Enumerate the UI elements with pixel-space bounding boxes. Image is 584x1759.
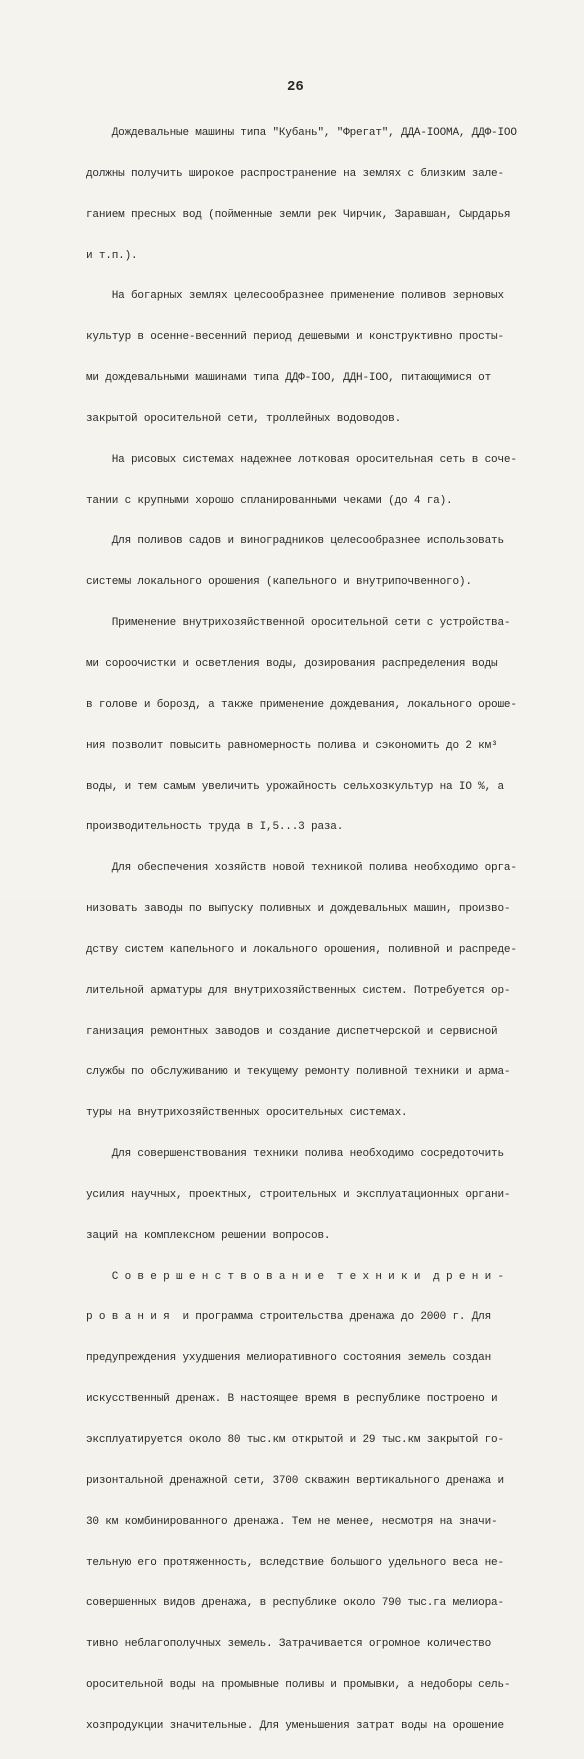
text-line: С о в е р ш е н с т в о в а н и е т е х н и к и д р е н и - (86, 1270, 504, 1283)
text-line: эксплуатируется около 80 тыс.км открытой и 29 тыс.км закрытой го- (86, 1434, 504, 1446)
text-line: хозпродукции значительные. Для уменьшения затрат воды на орошение (86, 1719, 504, 1732)
text-line: службы по обслуживанию и текущему ремонту поливной техники и арма- (86, 1066, 511, 1079)
text-line: ганием пресных вод (пойменные земли рек Чирчик, Заравшан, Сырдарья (86, 208, 511, 221)
body-text (86, 101, 536, 1759)
text-line: ми сороочистки и осветления воды, дозирования распределения воды (86, 657, 498, 670)
text-line: Для обеспечения хозяйств новой техникой полива необходимо орга- (86, 862, 517, 875)
text-line: тельную его протяженность, вследствие большого удельного веса не- (86, 1556, 504, 1569)
text-line: Применение внутрихозяйственной оросительной сети с устройства- (86, 617, 511, 630)
text-line: низовать заводы по выпуску поливных и дождевальных машин, произво- (86, 903, 511, 916)
text-line: заций на комплексном решении вопросов. (86, 1229, 331, 1242)
text-line: тивно неблагополучных земель. Затрачивается огромное количество (86, 1638, 492, 1651)
text-line: и т.п.). (86, 249, 138, 262)
text-line: дству систем капельного и локального орошения, поливной и распреде- (86, 943, 517, 956)
text-line: На рисовых системах надежнее лотковая оросительная сеть в соче- (86, 453, 517, 466)
text-line: ризонтальной дренажной сети, 3700 скважин вертикального дренажа и (86, 1474, 504, 1487)
text-line: лительной арматуры для внутрихозяйственных систем. Потребуется ор- (86, 984, 511, 997)
text-line: оросительной воды на промывные поливы и промывки, а недоборы сель- (86, 1679, 511, 1692)
text-line: туры на внутрихозяйственных оросительных системах. (86, 1107, 408, 1120)
text-line: тании с крупными хорошо спланированными чеками (до 4 га). (86, 494, 453, 507)
text-line: закрытой оросительной сети, троллейных водоводов. (86, 412, 402, 425)
text-line: производительность труда в I,5...3 раза. (86, 821, 344, 834)
text-line: искусственный дренаж. В настоящее время в республике построено и (86, 1393, 498, 1406)
text-line: 30 км комбинированного дренажа. Тем не менее, несмотря на значи- (86, 1515, 498, 1528)
text-line: совершенных видов дренажа, в республике около 790 тыс.га мелиора- (86, 1597, 504, 1610)
text-line: р о в а н и я и программа строительства дренажа до 2000 г. Для (86, 1311, 492, 1324)
text-line: Для совершенствования техники полива необходимо сосредоточить (86, 1148, 504, 1161)
text-line: культур в осенне-весенний период дешевыми и конструктивно просты- (86, 331, 504, 344)
text-line: ми дождевальными машинами типа ДДФ-IОО, ДДН-IОО, питающимися от (86, 372, 492, 385)
text-line: ния позволит повысить равномерность полива и сэкономить до 2 км³ (86, 739, 498, 752)
page-number: 26 (287, 79, 304, 95)
text-line: усилия научных, проектных, строительных и эксплуатационных органи- (86, 1188, 511, 1201)
text-line: Для поливов садов и виноградников целесообразнее использовать (86, 535, 504, 548)
text-line: На богарных землях целесообразнее применение поливов зерновых (86, 290, 504, 303)
text-line: предупреждения ухудшения мелиоративного состояния земель создан (86, 1352, 492, 1365)
text-line: воды, и тем самым увеличить урожайность сельхозкультур на IО %, а (86, 780, 504, 793)
text-line: должны получить широкое распространение на землях с близким зале- (86, 167, 504, 180)
text-line: ганизация ремонтных заводов и создание диспетчерской и сервисной (86, 1025, 498, 1038)
text-line: Дождевальные машины типа "Кубань", "Фрегат", ДДА-IООМА, ДДФ-IОО (86, 127, 517, 139)
text-line: системы локального орошения (капельного и внутрипочвенного). (86, 576, 472, 589)
text-line: в голове и борозд, а также применение дождевания, локального ороше- (86, 698, 517, 711)
